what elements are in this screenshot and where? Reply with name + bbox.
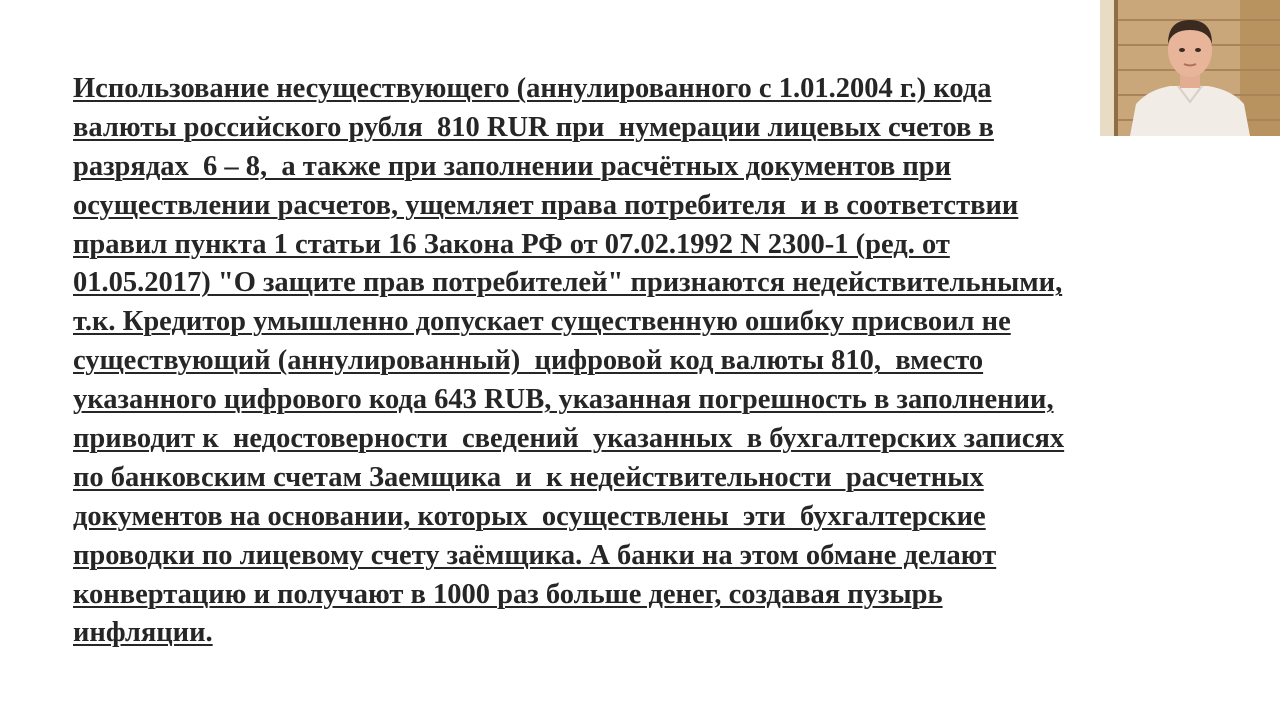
text-line-7: т.к. Кредитор умышленно допускает существенную ошибку присвоил не [73, 306, 1011, 338]
slide-body-text [73, 70, 1203, 653]
text-line-6: 01.05.2017) "О защите прав потребителей" признаются недействительными, [73, 267, 1063, 299]
text-line-10: приводит к недостоверности сведений указанных в бухгалтерских записях [73, 423, 1065, 455]
text-line-5: правил пункта 1 статьи 16 Закона РФ от 07.02.1992 N 2300-1 (ред. от [73, 228, 950, 260]
text-line-12: документов на основании, которых осуществлены эти бухгалтерские [73, 500, 986, 532]
text-line-2: валюты российского рубля 810 RUR при нумерации лицевых счетов в [73, 111, 994, 143]
presenter-webcam-icon [1100, 0, 1280, 136]
text-line-11: по банковским счетам Заемщика и к недействительности расчетных [73, 461, 984, 493]
text-line-3: разрядах 6 – 8, а также при заполнении расчётных документов при [73, 150, 952, 182]
text-line-14: конвертацию и получают в 1000 раз больше денег, создавая пузырь [73, 578, 943, 610]
text-line-9: указанного цифрового кода 643 RUB, указанная погрешность в заполнении, [73, 384, 1054, 416]
text-line-8: существующий (аннулированный) цифровой код валюты 810, вместо [73, 345, 984, 377]
text-line-13: проводки по лицевому счету заёмщика. А банки на этом обмане делают [73, 539, 997, 571]
text-line-4: осуществлении расчетов, ущемляет права потребителя и в соответствии [73, 189, 1019, 221]
text-line-1: Использование несуществующего (аннулированного с 1.01.2004 г.) кода [73, 73, 992, 104]
text-line-15: инфляции. [73, 617, 213, 649]
